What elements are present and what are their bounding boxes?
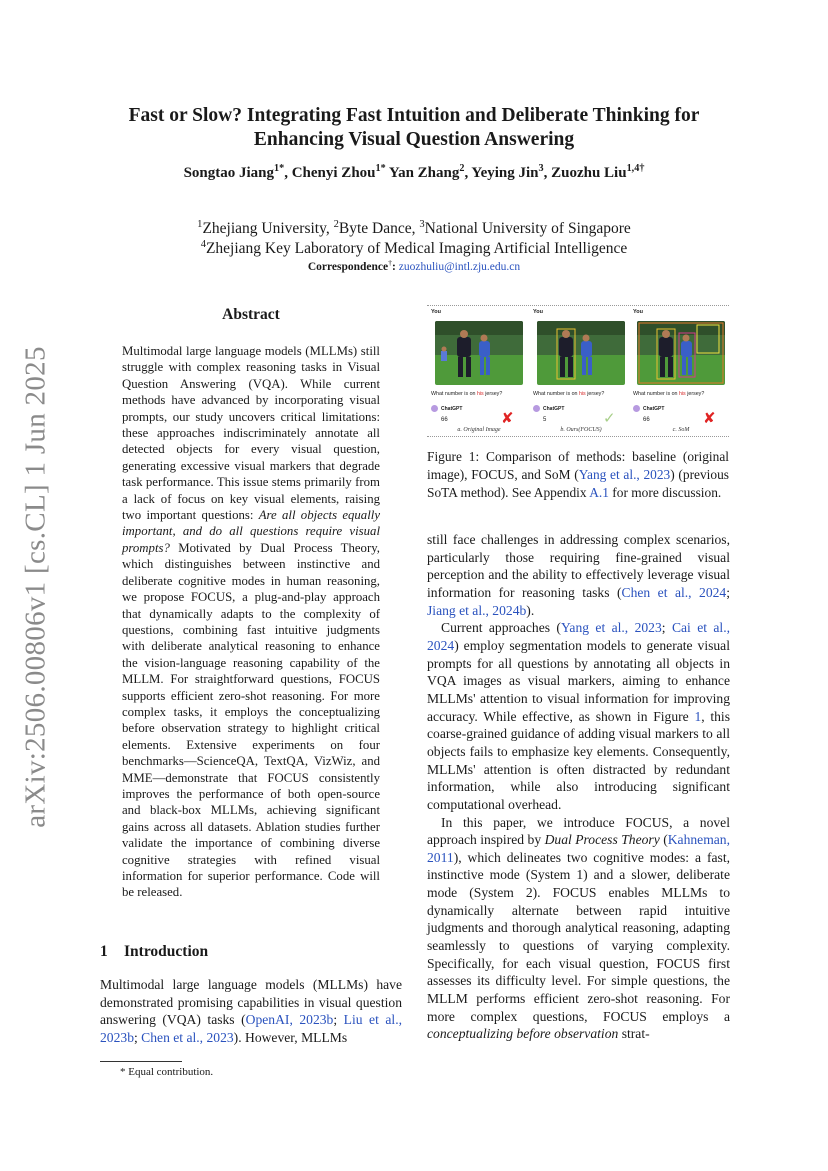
- figure-1-caption: Figure 1: Comparison of methods: baseline (original image), FOCUS, and SoM (Yang et al., 2023) (previous SoTA method). See Appendix A.1 for more discussion.: [427, 449, 729, 500]
- citation-link[interactable]: Liu et al., 2023b: [100, 1012, 402, 1045]
- citation-link[interactable]: Cai et al., 2024: [427, 620, 730, 653]
- affiliation-line-1: $^1$Zhejiang University, $^2$Byte Dance, $^3$National University of Singapore: [197, 218, 631, 237]
- paragraph-challenges: still face challenges in addressing complex scenarios, particularly those requiring fine-grained visual perception and the ability to effectively leverage visual information for reasoning tasks (Chen et al., 2024; Jiang et al., 2024b).: [427, 532, 731, 618]
- paragraph-focus-intro: In this paper, we introduce FOCUS, a novel approach inspired by Dual Process Theory (Kahneman, 2011), which delineates two cognitive modes: a fast, instinctive mode (System 1) and a slower, deliberate mode (System 2). FOCUS enables MLLMs to dynamically alternate between rapid intuitive judgments and thorough analytical reasoning, adapting seamlessly to questions of varying complexity. Specifically, for each visual question, FOCUS first assesses its difficulty level. For simple questions, the MLLM performs efficient zero-shot reasoning. For more complex questions, FOCUS employs a conceptualizing before observation strat-: [427, 814, 730, 1042]
- author-2: Chenyi Zhou$^{1*}$: [291, 163, 386, 181]
- chatgpt-avatar-icon: [533, 405, 540, 412]
- introduction-paragraph: Multimodal large language models (MLLMs) have demonstrated promising capabilities in visual question answering (VQA) tasks (OpenAI, 2023b; Liu et al., 2023b; Chen et al., 2023). However, MLLMs: [100, 977, 402, 1045]
- answer-value: 5: [543, 417, 547, 423]
- figure-panel-original: [431, 309, 523, 433]
- author-4: Yeying Jin$^3$,: [471, 163, 552, 181]
- abstract-questions: Are all objects equally important, and do all questions require visual prompts?: [122, 508, 380, 555]
- citation-link[interactable]: Chen et al., 2024: [621, 584, 727, 600]
- figure-1: [427, 305, 729, 437]
- question-text: What number is on his jersey?: [633, 391, 705, 397]
- cross-icon: ✘: [501, 409, 514, 427]
- arxiv-id-text: arXiv:2506.00806v1 [cs.CL] 1 Jun 2025: [19, 346, 52, 828]
- answer-value: 66: [643, 417, 650, 423]
- chatgpt-label: ChatGPT: [633, 405, 664, 412]
- soccer-photo-focus: [537, 321, 625, 385]
- soccer-photo-som: [637, 321, 725, 385]
- figure-top-border: [427, 305, 729, 306]
- citation-link[interactable]: Jiang et al., 2024b: [427, 602, 527, 618]
- appendix-link[interactable]: A.1: [589, 484, 609, 500]
- section-number: 1: [100, 943, 108, 960]
- chatgpt-avatar-icon: [431, 405, 438, 412]
- cross-icon: ✘: [703, 409, 716, 427]
- figure-bottom-border: [427, 436, 729, 437]
- abstract-heading: Abstract: [222, 306, 280, 323]
- arxiv-side-label: [18, 346, 54, 828]
- check-icon: ✓: [603, 409, 616, 427]
- author-1: Songtao Jiang$^{1*}$,: [183, 163, 292, 181]
- panel-caption: b. Ours(FOCUS): [560, 427, 602, 433]
- citation-link[interactable]: Chen et al., 2023: [141, 1029, 234, 1045]
- chatgpt-label: ChatGPT: [533, 405, 564, 412]
- figure-reference-link[interactable]: 1: [694, 708, 702, 724]
- citation-link[interactable]: OpenAI, 2023b: [245, 1012, 334, 1028]
- user-label: You: [431, 309, 441, 315]
- user-label: You: [533, 309, 543, 315]
- citation-link[interactable]: Yang et al., 2023: [560, 620, 662, 636]
- chatgpt-label: ChatGPT: [431, 405, 462, 412]
- question-text: What number is on his jersey?: [533, 391, 605, 397]
- soccer-photo: [435, 321, 523, 385]
- answer-value: 66: [441, 417, 448, 423]
- section-title: Introduction: [124, 943, 209, 960]
- citation-link[interactable]: Kahneman, 2011: [427, 832, 730, 865]
- panel-caption: a. Original Image: [457, 427, 501, 433]
- correspondence: Correspondence†: zuozhuliu@intl.zju.edu.cn: [307, 258, 521, 273]
- title-line-2: Enhancing Visual Question Answering: [253, 129, 575, 150]
- right-column-text: [427, 531, 730, 1043]
- correspondence-email-link[interactable]: zuozhuliu@intl.zju.edu.cn: [398, 261, 521, 273]
- author-5: Zuozhu Liu$^{1,4\dagger}$: [551, 163, 645, 181]
- chatgpt-avatar-icon: [633, 405, 640, 412]
- paragraph-current-approaches: Current approaches (Yang et al., 2023; Cai et al., 2024) employ segmentation models to generate visual prompts for all questions by annotating all objects in VQA images as visual markers, aiming to enhance MLLMs' attention to visual information for improving accuracy. While effective, as shown in Figure 1, this coarse-grained guidance of adding visual markers to all objects fails to emphasize key elements. Consequently, MLLMs' attention is often distracted by redundant information, while also introducing significant computational overhead.: [427, 620, 730, 812]
- correspondence-label: Correspondence: [307, 261, 389, 273]
- figure-panel-som: [633, 309, 725, 433]
- figure-panel-focus: [533, 309, 625, 433]
- panel-caption: c. SoM: [672, 427, 690, 433]
- question-text: What number is on his jersey?: [431, 391, 503, 397]
- introduction-heading: [100, 943, 208, 961]
- user-label: You: [633, 309, 643, 315]
- affiliations: [100, 219, 728, 259]
- abstract-body: Multimodal large language models (MLLMs) still struggle with complex reasoning tasks in Visual Question Answering (VQA). While current methods have advanced by incorporating visual prompts, our study uncovers critical limitations: these approaches indiscriminately annotate all detected objects for every visual question, generating excessive visual markers that degrade task performance. This issue stems primarily from a lack of focus on key visual elements, raising two important questions: Are all objects equally important, and do all questions require visual prompts? Motivated by Dual Process Theory, which distinguishes between instinctive and deliberate cognitive modes in human reasoning, we propose FOCUS, a plug-and-play approach that dynamically adapts to the complexity of questions, combining fast intuitive judgments with deliberate analytical reasoning to enhance the vision-language reasoning capability of the MLLM. For straightforward questions, FOCUS supports efficient zero-shot reasoning. For more complex tasks, it employs the conceptualizing before observation strategy to highlight critical elements. Extensive experiments on four benchmarks—ScienceQA, TextQA, VizWiz, and MME—demonstrate that FOCUS consistently improves the performance of both open-source and black-box MLLMs, achieving significant gains across all datasets. Ablation studies further validate the importance of combining diverse cognitive strategies with refined visual information for superior performance. Code will be released.: [122, 344, 380, 900]
- paper-title: [100, 104, 728, 152]
- footnote: * Equal contribution.: [120, 1066, 214, 1078]
- author-list: [100, 165, 728, 182]
- affiliation-line-2: $^4$Zhejiang Key Laboratory of Medical Imaging Artificial Intelligence: [200, 238, 628, 257]
- citation-link[interactable]: Yang et al., 2023: [578, 466, 671, 482]
- footnote-rule: [100, 1061, 182, 1062]
- author-3: Yan Zhang$^2$,: [388, 163, 472, 181]
- title-line-1: Fast or Slow? Integrating Fast Intuition and Deliberate Thinking for: [128, 105, 700, 126]
